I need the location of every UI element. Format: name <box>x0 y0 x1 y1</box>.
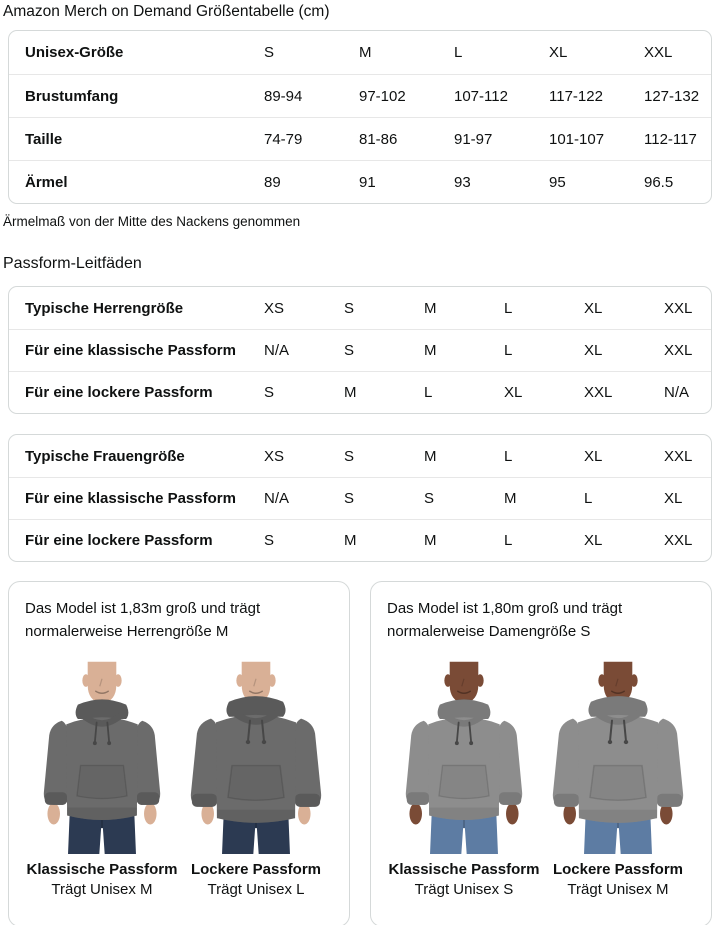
value-cell: XL <box>664 490 683 507</box>
value-cell: XL <box>584 342 603 359</box>
value-cell: S <box>344 490 355 507</box>
value-cell: XXL <box>664 447 693 465</box>
value-cell: XXL <box>664 342 693 359</box>
value-cell: S <box>344 299 355 317</box>
column-header: L <box>454 44 463 61</box>
fit-label: Klassische Passform <box>388 861 540 878</box>
value-cell: M <box>424 532 437 549</box>
column-header: S <box>264 44 275 61</box>
value-cell: M <box>424 299 437 317</box>
model-photo-classic-fit <box>26 653 178 854</box>
value-cell: 127-132 <box>644 87 700 105</box>
model-photos <box>25 653 333 898</box>
value-cell: N/A <box>664 384 690 401</box>
value-cell: M <box>344 384 357 401</box>
model-photo-classic-fit <box>388 653 540 854</box>
model-card-women <box>370 581 712 925</box>
column-header: XXL <box>644 44 673 61</box>
table-row <box>9 287 711 329</box>
photo-block-loose-fit <box>541 653 695 898</box>
table-row <box>9 435 711 477</box>
value-cell: XL <box>584 532 603 549</box>
value-cell: L <box>504 342 513 359</box>
value-cell: 91-97 <box>454 130 493 148</box>
value-cell: XL <box>584 299 603 317</box>
table-row <box>9 477 711 519</box>
value-cell: 97-102 <box>359 87 406 105</box>
value-cell: XL <box>504 384 523 401</box>
value-cell: XS <box>264 299 285 317</box>
value-cell: 101-107 <box>549 130 605 148</box>
value-cell: L <box>504 299 513 317</box>
size-worn-label: Trägt Unisex M <box>51 881 153 898</box>
value-cell: 74-79 <box>264 130 303 148</box>
value-cell: L <box>424 384 433 401</box>
row-label-cell: Typische Frauengröße <box>25 447 185 465</box>
model-description: Das Model ist 1,80m groß und trägt normalerweise Damengröße S <box>387 600 623 640</box>
value-cell: M <box>504 490 517 507</box>
table-row <box>9 371 711 413</box>
model-description: Das Model ist 1,83m groß und trägt normalerweise Herrengröße M <box>25 600 261 640</box>
value-cell: S <box>264 384 275 401</box>
value-cell: S <box>264 532 275 549</box>
value-cell: N/A <box>264 490 290 507</box>
value-cell: 95 <box>549 173 566 191</box>
column-header: XL <box>549 44 568 61</box>
table-row <box>9 160 711 203</box>
fit-guide-table-women <box>8 434 712 562</box>
fit-guide-table-men <box>8 286 712 414</box>
value-cell: 91 <box>359 173 376 191</box>
fit-label: Lockere Passform <box>552 861 684 878</box>
value-cell: S <box>344 447 355 465</box>
value-cell: XXL <box>664 532 693 549</box>
photo-block-classic-fit <box>25 653 179 898</box>
column-header: Unisex-Größe <box>25 44 124 61</box>
value-cell: S <box>424 490 435 507</box>
column-header: M <box>359 44 372 61</box>
size-worn-label: Trägt Unisex S <box>414 881 514 898</box>
value-cell: XXL <box>664 299 693 317</box>
table-row <box>9 74 711 117</box>
value-cell: N/A <box>264 342 290 359</box>
row-label-cell: Für eine lockere Passform <box>25 384 213 401</box>
row-label-cell: Für eine klassische Passform <box>25 342 236 359</box>
model-photo-loose-fit <box>542 653 694 854</box>
model-photos <box>387 653 695 898</box>
size-table-header-row <box>9 31 711 74</box>
table-row <box>9 117 711 160</box>
value-cell: XXL <box>584 384 613 401</box>
value-cell: M <box>424 447 437 465</box>
photo-block-classic-fit <box>387 653 541 898</box>
value-cell: L <box>504 532 513 549</box>
row-label-cell: Taille <box>25 130 63 148</box>
fit-label: Lockere Passform <box>190 861 322 878</box>
row-label-cell: Typische Herrengröße <box>25 299 184 317</box>
fit-label: Klassische Passform <box>26 861 178 878</box>
value-cell: 89-94 <box>264 87 303 105</box>
page-title: Amazon Merch on Demand Größentabelle (cm) <box>3 3 330 20</box>
value-cell: L <box>584 490 593 507</box>
value-cell: 112-117 <box>644 130 697 148</box>
value-cell: XS <box>264 447 285 465</box>
value-cell: 107-112 <box>454 87 508 105</box>
model-card-men <box>8 581 350 925</box>
sleeve-measurement-note: Ärmelmaß von der Mitte des Nackens genommen <box>3 214 301 229</box>
value-cell: 93 <box>454 173 471 191</box>
table-row <box>9 329 711 371</box>
value-cell: S <box>344 342 355 359</box>
value-cell: M <box>344 532 357 549</box>
value-cell: L <box>504 447 513 465</box>
size-table <box>8 30 712 204</box>
row-label-cell: Für eine klassische Passform <box>25 490 236 507</box>
value-cell: 96.5 <box>644 173 674 191</box>
row-label-cell: Ärmel <box>25 173 68 191</box>
row-label-cell: Für eine lockere Passform <box>25 532 213 549</box>
table-row <box>9 519 711 561</box>
model-cards <box>8 581 712 925</box>
size-worn-label: Trägt Unisex L <box>207 881 305 898</box>
size-worn-label: Trägt Unisex M <box>567 881 669 898</box>
row-label-cell: Brustumfang <box>25 87 119 105</box>
value-cell: 117-122 <box>549 87 603 105</box>
value-cell: 89 <box>264 173 281 191</box>
model-photo-loose-fit <box>180 653 332 854</box>
value-cell: M <box>424 342 437 359</box>
photo-block-loose-fit <box>179 653 333 898</box>
value-cell: XL <box>584 447 603 465</box>
value-cell: 81-86 <box>359 130 398 148</box>
fit-guides-heading: Passform-Leitfäden <box>3 255 142 272</box>
